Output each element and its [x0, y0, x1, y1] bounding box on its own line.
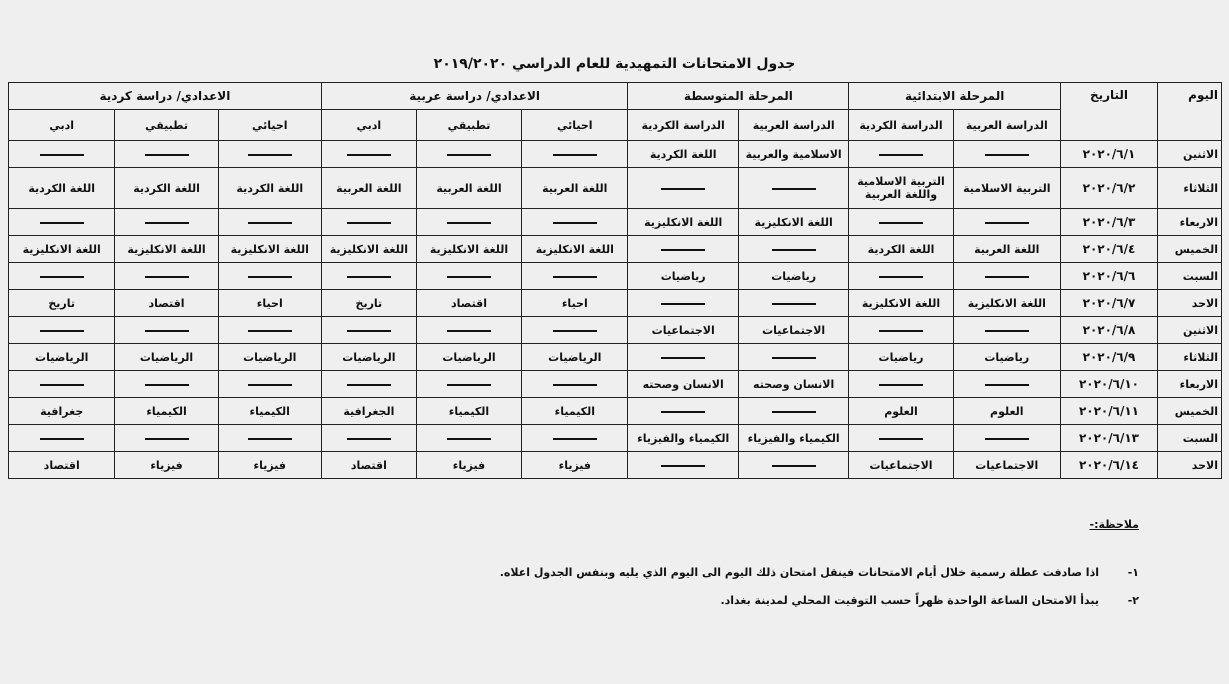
empty-cell [849, 425, 953, 452]
empty-cell [849, 263, 953, 290]
empty-cell [416, 263, 521, 290]
subject-cell: تاريخ [321, 290, 416, 317]
empty-cell [628, 344, 738, 371]
empty-cell [9, 317, 115, 344]
date-cell: ٢٠٢٠/٦/٨ [1060, 317, 1157, 344]
empty-cell [115, 209, 218, 236]
dash-mark [447, 222, 491, 224]
subject-cell: رياضيات [953, 344, 1060, 371]
empty-cell [9, 371, 115, 398]
dash-mark [553, 330, 597, 332]
subject-cell: الاسلامية والعربية [738, 141, 848, 168]
subject-cell: فيزياء [218, 452, 321, 479]
subject-cell: اللغة الانكليزية [115, 236, 218, 263]
subject-cell: الاجتماعيات [849, 452, 953, 479]
subject-cell: العلوم [849, 398, 953, 425]
empty-cell [953, 209, 1060, 236]
day-cell: الخميس [1158, 236, 1222, 263]
dash-mark [661, 411, 705, 413]
dash-mark [347, 154, 391, 156]
empty-cell [416, 317, 521, 344]
dash-mark [879, 330, 923, 332]
empty-cell [522, 263, 628, 290]
dash-mark [661, 465, 705, 467]
day-cell: الاربعاء [1158, 209, 1222, 236]
header-prep-kurdish: الاعدادي/ دراسة كردية [9, 83, 322, 110]
header-primary: المرحلة الابتدائية [849, 83, 1061, 110]
empty-cell [9, 141, 115, 168]
note-number: ٢- [1127, 593, 1139, 607]
header-prep-arabic: الاعدادي/ دراسة عربية [321, 83, 628, 110]
dash-mark [772, 411, 816, 413]
subject-cell: الرياضيات [321, 344, 416, 371]
dash-mark [985, 154, 1029, 156]
subject-cell: احياء [218, 290, 321, 317]
empty-cell [849, 141, 953, 168]
table-row [9, 317, 1222, 344]
empty-cell [849, 317, 953, 344]
day-cell: الاحد [1158, 452, 1222, 479]
subject-cell: الكيمياء والفيزياء [628, 425, 738, 452]
table-row [9, 398, 1222, 425]
day-cell: الاثنين [1158, 317, 1222, 344]
empty-cell [9, 209, 115, 236]
empty-cell [416, 141, 521, 168]
empty-cell [738, 344, 848, 371]
empty-cell [522, 141, 628, 168]
day-cell: الاربعاء [1158, 371, 1222, 398]
exam-schedule-table [8, 82, 1222, 479]
dash-mark [145, 438, 189, 440]
empty-cell [218, 141, 321, 168]
table-row [9, 168, 1222, 209]
empty-cell [218, 209, 321, 236]
header-date: التاريخ [1060, 83, 1157, 141]
subject-cell: الرياضيات [416, 344, 521, 371]
dash-mark [553, 154, 597, 156]
dash-mark [40, 438, 84, 440]
subject-cell: اللغة الكردية [218, 168, 321, 209]
empty-cell [115, 263, 218, 290]
empty-cell [953, 317, 1060, 344]
dash-mark [772, 249, 816, 251]
dash-mark [772, 465, 816, 467]
empty-cell [522, 371, 628, 398]
dash-mark [553, 222, 597, 224]
subject-cell: اللغة الكردية [628, 141, 738, 168]
page-title: جدول الامتحانات التمهيدية للعام الدراسي ٢٠١٩/٢٠٢٠ [433, 56, 796, 72]
dash-mark [985, 276, 1029, 278]
dash-mark [879, 384, 923, 386]
subject-cell: رياضيات [738, 263, 848, 290]
dash-mark [447, 330, 491, 332]
subject-cell: اللغة الانكليزية [849, 290, 953, 317]
empty-cell [738, 290, 848, 317]
subject-cell: الكيمياء [115, 398, 218, 425]
date-cell: ٢٠٢٠/٦/٢ [1060, 168, 1157, 209]
dash-mark [879, 276, 923, 278]
table-row [9, 141, 1222, 168]
subject-cell: اللغة العربية [416, 168, 521, 209]
subject-cell: اللغة العربية [321, 168, 416, 209]
dash-mark [772, 357, 816, 359]
header-day: اليوم [1158, 83, 1222, 141]
subject-cell: اقتصاد [321, 452, 416, 479]
dash-mark [553, 438, 597, 440]
empty-cell [321, 425, 416, 452]
subject-cell: اللغة العربية [522, 168, 628, 209]
note-number: ١- [1127, 565, 1139, 579]
dash-mark [347, 330, 391, 332]
subject-cell: اللغة الانكليزية [321, 236, 416, 263]
subheader: الدراسة العربية [738, 110, 848, 141]
subject-cell: الاجتماعيات [953, 452, 1060, 479]
subheader: الدراسة الكردية [849, 110, 953, 141]
dash-mark [40, 222, 84, 224]
dash-mark [661, 357, 705, 359]
dash-mark [661, 249, 705, 251]
dash-mark [985, 438, 1029, 440]
table-row [9, 344, 1222, 371]
dash-mark [879, 154, 923, 156]
subject-cell: الرياضيات [9, 344, 115, 371]
dash-mark [447, 384, 491, 386]
dash-mark [985, 330, 1029, 332]
dash-mark [772, 303, 816, 305]
dash-mark [879, 438, 923, 440]
day-cell: الثلاثاء [1158, 344, 1222, 371]
subheader: ادبي [321, 110, 416, 141]
date-cell: ٢٠٢٠/٦/١٤ [1060, 452, 1157, 479]
empty-cell [416, 425, 521, 452]
empty-cell [628, 398, 738, 425]
subject-cell: اقتصاد [115, 290, 218, 317]
dash-mark [879, 222, 923, 224]
dash-mark [661, 303, 705, 305]
dash-mark [553, 276, 597, 278]
table-row [9, 263, 1222, 290]
empty-cell [628, 236, 738, 263]
empty-cell [628, 452, 738, 479]
day-cell: الخميس [1158, 398, 1222, 425]
empty-cell [9, 263, 115, 290]
note-text: اذا صادفت عطلة رسمية خلال أيام الامتحانات فينقل امتحان ذلك اليوم الى اليوم الذي يليه وبنفس الجدول اعلاه. [499, 565, 1099, 579]
note-item [500, 589, 1139, 611]
date-cell: ٢٠٢٠/٦/٩ [1060, 344, 1157, 371]
empty-cell [628, 290, 738, 317]
subject-cell: فيزياء [522, 452, 628, 479]
empty-cell [953, 371, 1060, 398]
date-cell: ٢٠٢٠/٦/١٣ [1060, 425, 1157, 452]
dash-mark [447, 276, 491, 278]
dash-mark [40, 384, 84, 386]
empty-cell [522, 425, 628, 452]
subject-cell: اللغة الكردية [115, 168, 218, 209]
subject-cell: احياء [522, 290, 628, 317]
dash-mark [248, 276, 292, 278]
dash-mark [661, 188, 705, 190]
date-cell: ٢٠٢٠/٦/١٠ [1060, 371, 1157, 398]
empty-cell [321, 317, 416, 344]
table-row [9, 290, 1222, 317]
date-cell: ٢٠٢٠/٦/٣ [1060, 209, 1157, 236]
empty-cell [416, 209, 521, 236]
dash-mark [145, 154, 189, 156]
subject-cell: الرياضيات [115, 344, 218, 371]
table-row [9, 452, 1222, 479]
subject-cell: فيزياء [416, 452, 521, 479]
subject-cell: اللغة الانكليزية [9, 236, 115, 263]
subject-cell: اللغة الكردية [9, 168, 115, 209]
subject-cell: اقتصاد [9, 452, 115, 479]
empty-cell [115, 141, 218, 168]
dash-mark [985, 384, 1029, 386]
notes-heading: ملاحظة:- [1089, 518, 1139, 531]
date-cell: ٢٠٢٠/٦/٦ [1060, 263, 1157, 290]
date-cell: ٢٠٢٠/٦/٤ [1060, 236, 1157, 263]
subheader: احيائي [522, 110, 628, 141]
empty-cell [738, 452, 848, 479]
empty-cell [9, 425, 115, 452]
date-cell: ٢٠٢٠/٦/١١ [1060, 398, 1157, 425]
empty-cell [321, 371, 416, 398]
subject-cell: اقتصاد [416, 290, 521, 317]
empty-cell [738, 236, 848, 263]
empty-cell [953, 425, 1060, 452]
day-cell: الاثنين [1158, 141, 1222, 168]
subject-cell: رياضيات [849, 344, 953, 371]
empty-cell [953, 263, 1060, 290]
subheader: تطبيقي [416, 110, 521, 141]
subject-cell: الكيمياء والفيزياء [738, 425, 848, 452]
subject-cell: الرياضيات [218, 344, 321, 371]
subject-cell: الكيمياء [522, 398, 628, 425]
table-row [9, 371, 1222, 398]
note-item [500, 561, 1139, 583]
subject-cell: الكيمياء [218, 398, 321, 425]
dash-mark [248, 330, 292, 332]
dash-mark [145, 330, 189, 332]
dash-mark [447, 438, 491, 440]
empty-cell [218, 263, 321, 290]
empty-cell [522, 209, 628, 236]
table-row [9, 209, 1222, 236]
empty-cell [953, 141, 1060, 168]
empty-cell [115, 317, 218, 344]
empty-cell [115, 425, 218, 452]
table-row [9, 236, 1222, 263]
subheader: احيائي [218, 110, 321, 141]
subject-cell: رياضيات [628, 263, 738, 290]
subheader: الدراسة الكردية [628, 110, 738, 141]
subject-cell: الجغرافية [321, 398, 416, 425]
day-cell: السبت [1158, 263, 1222, 290]
dash-mark [248, 154, 292, 156]
dash-mark [347, 384, 391, 386]
dash-mark [40, 330, 84, 332]
header-intermediate: المرحلة المتوسطة [628, 83, 849, 110]
empty-cell [416, 371, 521, 398]
dash-mark [40, 276, 84, 278]
subject-cell: اللغة الانكليزية [628, 209, 738, 236]
subject-cell: العلوم [953, 398, 1060, 425]
empty-cell [849, 209, 953, 236]
subject-cell: تاريخ [9, 290, 115, 317]
dash-mark [347, 276, 391, 278]
subject-cell: الانسان وصحته [628, 371, 738, 398]
subject-cell: التربية الاسلامية [953, 168, 1060, 209]
subject-cell: التربية الاسلامية واللغة العربية [849, 168, 953, 209]
empty-cell [849, 371, 953, 398]
empty-cell [738, 168, 848, 209]
subject-cell: الاجتماعيات [628, 317, 738, 344]
empty-cell [522, 317, 628, 344]
dash-mark [145, 222, 189, 224]
day-cell: الاحد [1158, 290, 1222, 317]
subject-cell: فيزياء [115, 452, 218, 479]
dash-mark [347, 438, 391, 440]
subject-cell: اللغة الانكليزية [416, 236, 521, 263]
subheader: ادبي [9, 110, 115, 141]
empty-cell [738, 398, 848, 425]
dash-mark [447, 154, 491, 156]
empty-cell [321, 141, 416, 168]
day-cell: السبت [1158, 425, 1222, 452]
subject-cell: اللغة الانكليزية [738, 209, 848, 236]
empty-cell [321, 263, 416, 290]
day-cell: الثلاثاء [1158, 168, 1222, 209]
empty-cell [218, 425, 321, 452]
dash-mark [553, 384, 597, 386]
subject-cell: اللغة الانكليزية [522, 236, 628, 263]
subheader: تطبيقي [115, 110, 218, 141]
dash-mark [248, 384, 292, 386]
dash-mark [985, 222, 1029, 224]
subject-cell: اللغة العربية [953, 236, 1060, 263]
subject-cell: الانسان وصحته [738, 371, 848, 398]
note-text: يبدأ الامتحان الساعة الواحدة ظهراً حسب التوقيت المحلي لمدينة بغداد. [720, 593, 1099, 607]
subject-cell: الاجتماعيات [738, 317, 848, 344]
empty-cell [115, 371, 218, 398]
date-cell: ٢٠٢٠/٦/٧ [1060, 290, 1157, 317]
subject-cell: الرياضيات [522, 344, 628, 371]
subject-cell: اللغة الانكليزية [218, 236, 321, 263]
empty-cell [321, 209, 416, 236]
empty-cell [218, 317, 321, 344]
empty-cell [218, 371, 321, 398]
subject-cell: جغرافية [9, 398, 115, 425]
table-row [9, 425, 1222, 452]
dash-mark [772, 188, 816, 190]
empty-cell [628, 168, 738, 209]
subheader: الدراسة العربية [953, 110, 1060, 141]
subject-cell: اللغة الانكليزية [953, 290, 1060, 317]
date-cell: ٢٠٢٠/٦/١ [1060, 141, 1157, 168]
subject-cell: اللغة الكردية [849, 236, 953, 263]
notes-section [500, 518, 1139, 617]
dash-mark [145, 384, 189, 386]
dash-mark [145, 276, 189, 278]
dash-mark [248, 438, 292, 440]
subject-cell: الكيمياء [416, 398, 521, 425]
dash-mark [347, 222, 391, 224]
dash-mark [40, 154, 84, 156]
dash-mark [248, 222, 292, 224]
